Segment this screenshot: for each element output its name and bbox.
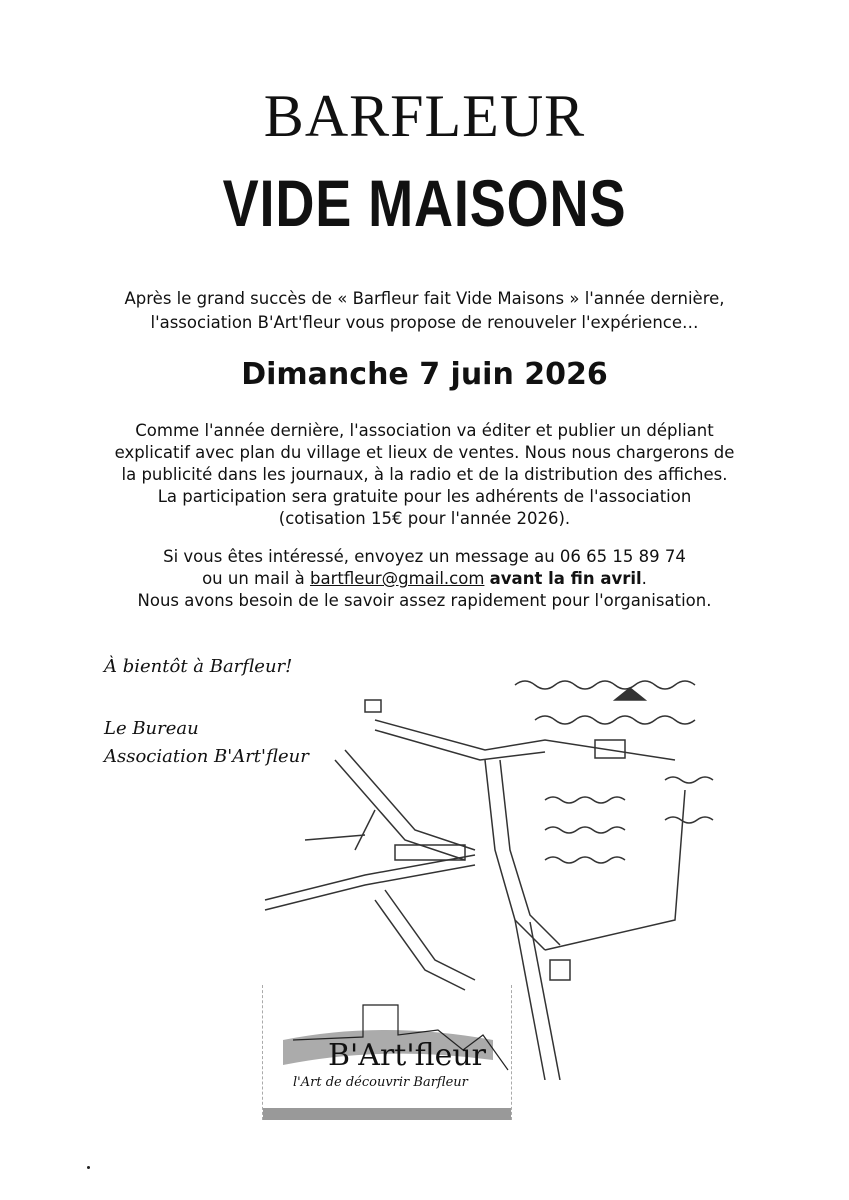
logo-tagline: l'Art de découvrir Barfleur xyxy=(293,1075,468,1090)
body-line: La participation sera gratuite pour les adhérents de l'association xyxy=(157,487,692,506)
intro-line: Après le grand succès de « Barfleur fait Vide Maisons » l'année dernière, xyxy=(124,289,725,308)
event-date: Dimanche 7 juin 2026 xyxy=(241,357,608,392)
contact-line: Nous avons besoin de le savoir assez rapidement pour l'organisation. xyxy=(137,591,712,610)
contact-prefix: ou un mail à xyxy=(202,569,310,588)
association-logo xyxy=(262,985,512,1120)
body-line: explicatif avec plan du village et lieux de ventes. Nous nous chargerons de xyxy=(114,443,735,462)
contact-line xyxy=(0,568,849,590)
title: BARFLEUR xyxy=(263,83,586,149)
greeting: À bientôt à Barfleur! xyxy=(104,656,293,677)
bureau: Le Bureau xyxy=(104,718,199,739)
logo-text: B'Art'fleur xyxy=(328,1038,487,1073)
scan-speck xyxy=(87,1166,90,1169)
association-name: Association B'Art'fleur xyxy=(104,746,309,767)
intro xyxy=(0,287,849,335)
subtitle: VIDE MAISONS xyxy=(222,166,627,240)
contact-line: Si vous êtes intéressé, envoyez un message au 06 65 15 89 74 xyxy=(163,547,686,566)
sea-waves xyxy=(515,681,713,863)
email-link[interactable]: bartfleur@gmail.com xyxy=(309,569,485,588)
logo-drawing xyxy=(263,985,511,1075)
body-line: la publicité dans les journaux, à la radio et de la distribution des affiches. xyxy=(121,465,728,484)
body-line: Comme l'année dernière, l'association va éditer et publier un dépliant xyxy=(135,421,714,440)
body-text xyxy=(0,420,849,530)
logo-bar xyxy=(263,1108,511,1120)
period: . xyxy=(641,569,647,588)
intro-line: l'association B'Art'fleur vous propose de renouveler l'expérience… xyxy=(150,313,699,332)
body-line: (cotisation 15€ pour l'année 2026). xyxy=(278,509,571,528)
contact-text xyxy=(0,546,849,612)
deadline: avant la fin avril xyxy=(489,569,642,588)
